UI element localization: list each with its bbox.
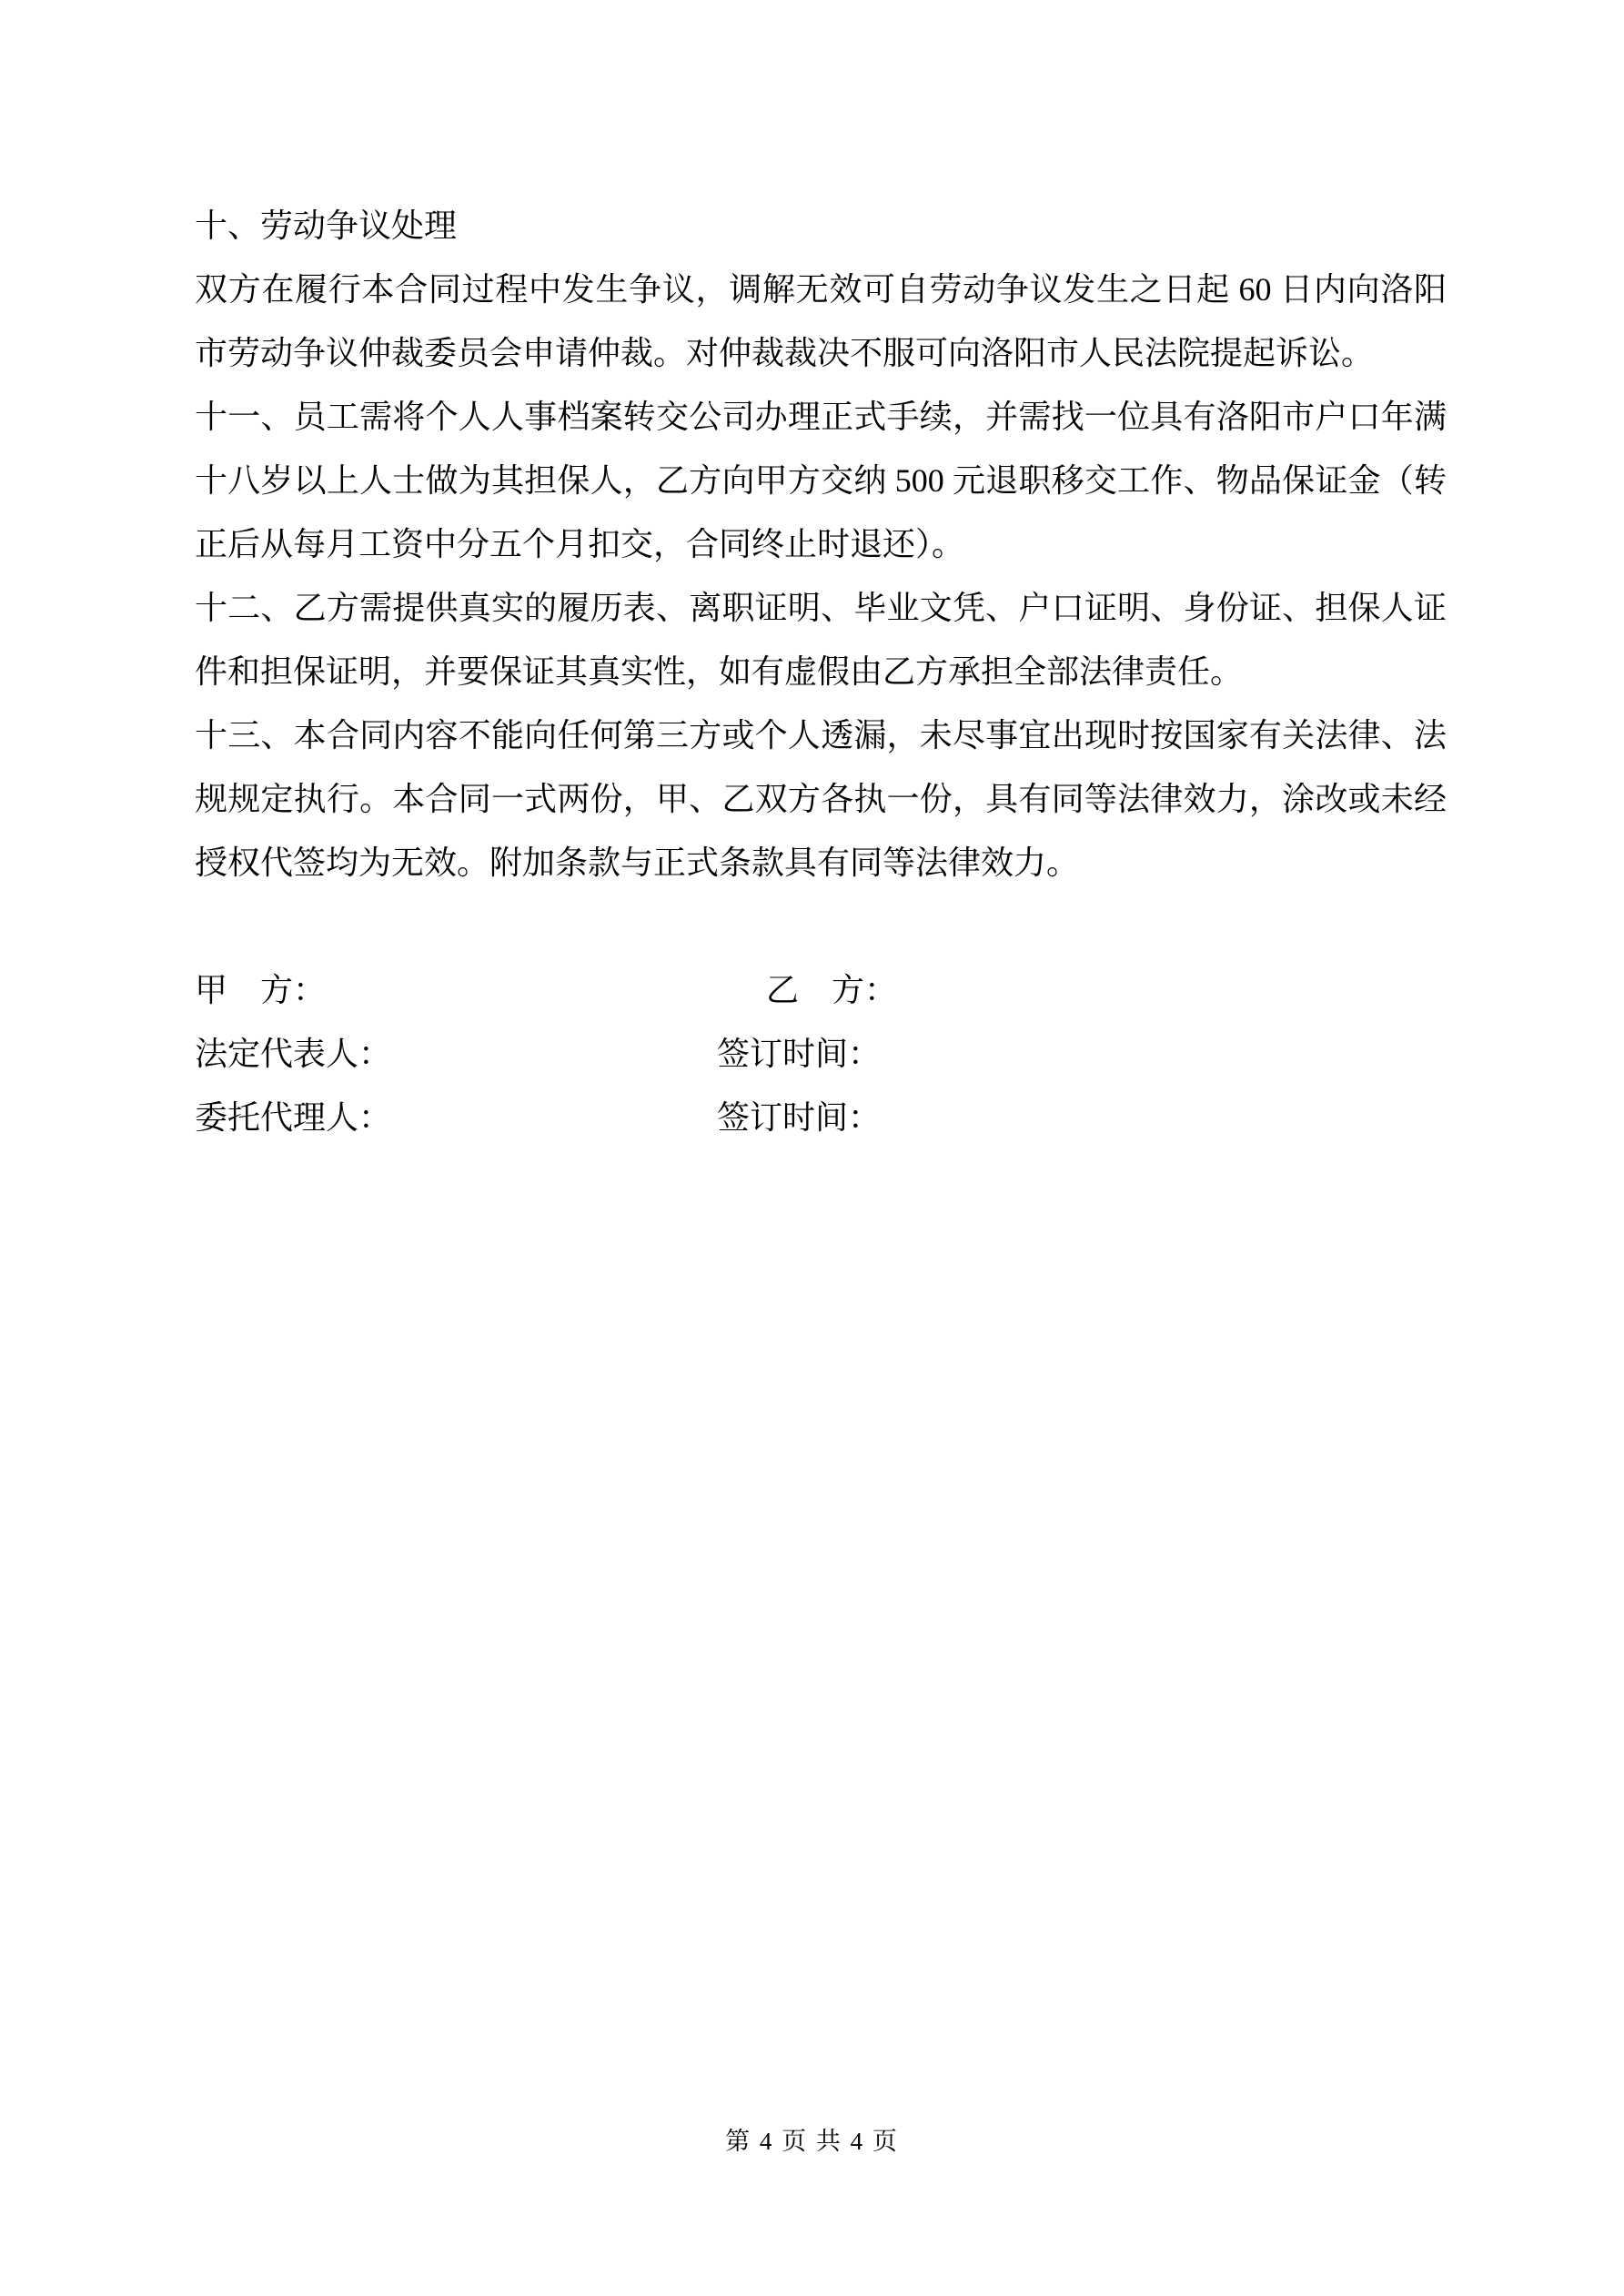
signing-time-label: 签订时间： xyxy=(717,1036,882,1072)
page-number: 第 4 页 共 4 页 xyxy=(725,2128,899,2155)
page-footer xyxy=(0,2125,1624,2158)
clause-13-paragraph: 十三、本合同内容不能向任何第三方或个人透漏，未尽事宜出现时按国家有关法律、法规规定执行。本合同一式两份，甲、乙双方各执一份，具有同等法律效力，涂改或未经授权代签均为无效。附加条款与正式条款具有同等法律效力。 xyxy=(195,717,1447,881)
clause-10-heading: 十、劳动争议处理 xyxy=(195,207,458,244)
authorized-agent-label: 委托代理人： xyxy=(195,1099,392,1136)
signature-row xyxy=(195,1022,1447,1086)
contract-text-block xyxy=(195,194,1447,1149)
signing-time-label-2: 签订时间： xyxy=(717,1099,882,1136)
party-b-label: 乙 方： xyxy=(766,972,898,1008)
signature-row xyxy=(195,958,1447,1022)
clause-12-paragraph: 十二、乙方需提供真实的履历表、离职证明、毕业文凭、户口证明、身份证、担保人证件和担保证明，并要保证其真实性，如有虚假由乙方承担全部法律责任。 xyxy=(195,590,1447,690)
signature-row xyxy=(195,1086,1447,1149)
signature-block xyxy=(195,958,1447,1149)
party-a-label: 甲 方： xyxy=(195,972,327,1008)
legal-representative-label: 法定代表人： xyxy=(195,1036,392,1072)
clause-10-body: 双方在履行本合同过程中发生争议，调解无效可自劳动争议发生之日起 60 日内向洛阳市劳动争议仲裁委员会申请仲裁。对仲裁裁决不服可向洛阳市人民法院提起诉讼。 xyxy=(195,271,1447,371)
clause-11-paragraph: 十一、员工需将个人人事档案转交公司办理正式手续，并需找一位具有洛阳市户口年满十八岁以上人士做为其担保人，乙方向甲方交纳 500 元退职移交工作、物品保证金（转正后从每月工资中分五个月扣交，合同终止时退还）。 xyxy=(195,399,1447,562)
